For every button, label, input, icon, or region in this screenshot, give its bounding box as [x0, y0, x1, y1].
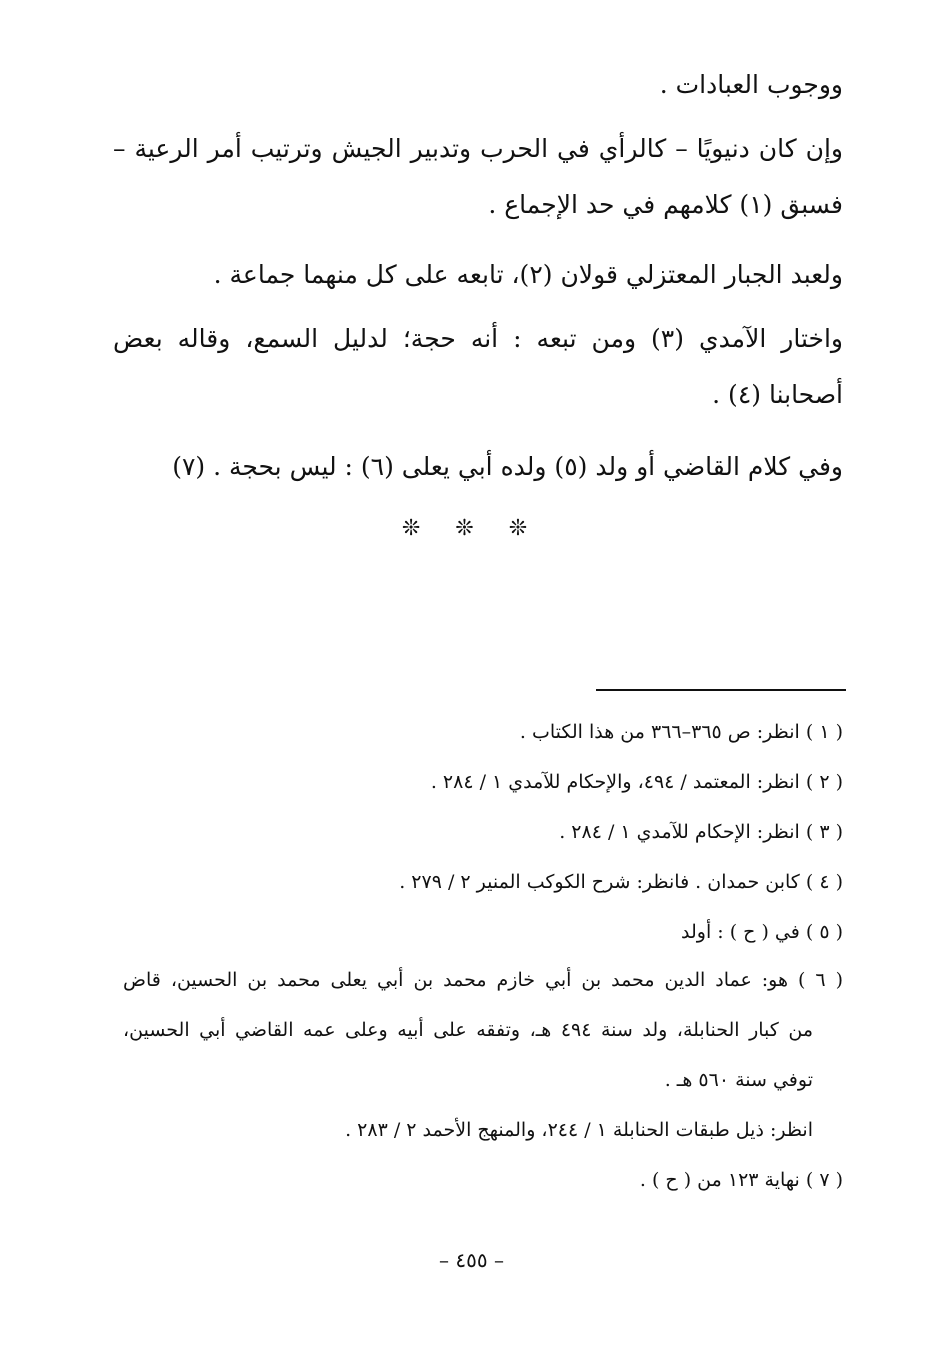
footnote-4: ( ٤ ) كابن حمدان . فانظر: شرح الكوكب المنير ٢ / ٢٧٩ .: [399, 871, 843, 893]
body-line-2: وإن كان دنيويًا – كالرأي في الحرب وتدبير الجيش وترتيب أمر الرعية –: [113, 134, 843, 163]
body-line-5: واختار الآمدي (٣) ومن تبعه : أنه حجة؛ لدليل السمع، وقاله بعض: [113, 324, 843, 353]
footnote-6-line-3: توفي سنة ٥٦٠ هـ .: [664, 1069, 813, 1091]
footnote-rule: [596, 689, 846, 691]
footnote-6-reference: انظر: ذيل طبقات الحنابلة ١ / ٢٤٤، والمنهج الأحمد ٢ / ٢٨٣ .: [345, 1119, 813, 1141]
body-line-4: ولعبد الجبار المعتزلي قولان (٢)، تابعه على كل منهما جماعة .: [213, 260, 843, 289]
page-number: – ٤٥٥ –: [439, 1248, 504, 1272]
section-separator: ❊ ❊ ❊: [401, 516, 542, 541]
footnote-5: ( ٥ ) في ( ح ) : أولد: [681, 921, 843, 943]
footnote-3: ( ٣ ) انظر: الإحكام للآمدي ١ / ٢٨٤ .: [559, 821, 843, 843]
body-line-6: أصحابنا (٤) .: [712, 380, 843, 409]
footnote-6-line-1: ( ٦ ) هو: عماد الدين محمد بن أبي خازم محمد بن أبي يعلى محمد بن الحسين، قاض: [123, 969, 843, 991]
footnote-6-line-2: من كبار الحنابلة، ولد سنة ٤٩٤ هـ، وتفقه على أبيه وعلى عمه القاضي أبي الحسين،: [123, 1019, 813, 1041]
footnote-2: ( ٢ ) انظر: المعتمد / ٤٩٤، والإحكام للآمدي ١ / ٢٨٤ .: [430, 771, 843, 793]
body-line-7: وفي كلام القاضي أو ولد (٥) ولده أبي يعلى (٦) : ليس بحجة . (٧): [172, 452, 843, 481]
footnote-1: ( ١ ) انظر: ص ٣٦٥–٣٦٦ من هذا الكتاب .: [519, 721, 843, 743]
body-line-1: ووجوب العبادات .: [659, 70, 843, 99]
footnote-7: ( ٧ ) نهاية ١٢٣ من ( ح ) .: [639, 1169, 843, 1191]
body-line-3: فسبق (١) كلامهم في حد الإجماع .: [488, 190, 843, 219]
